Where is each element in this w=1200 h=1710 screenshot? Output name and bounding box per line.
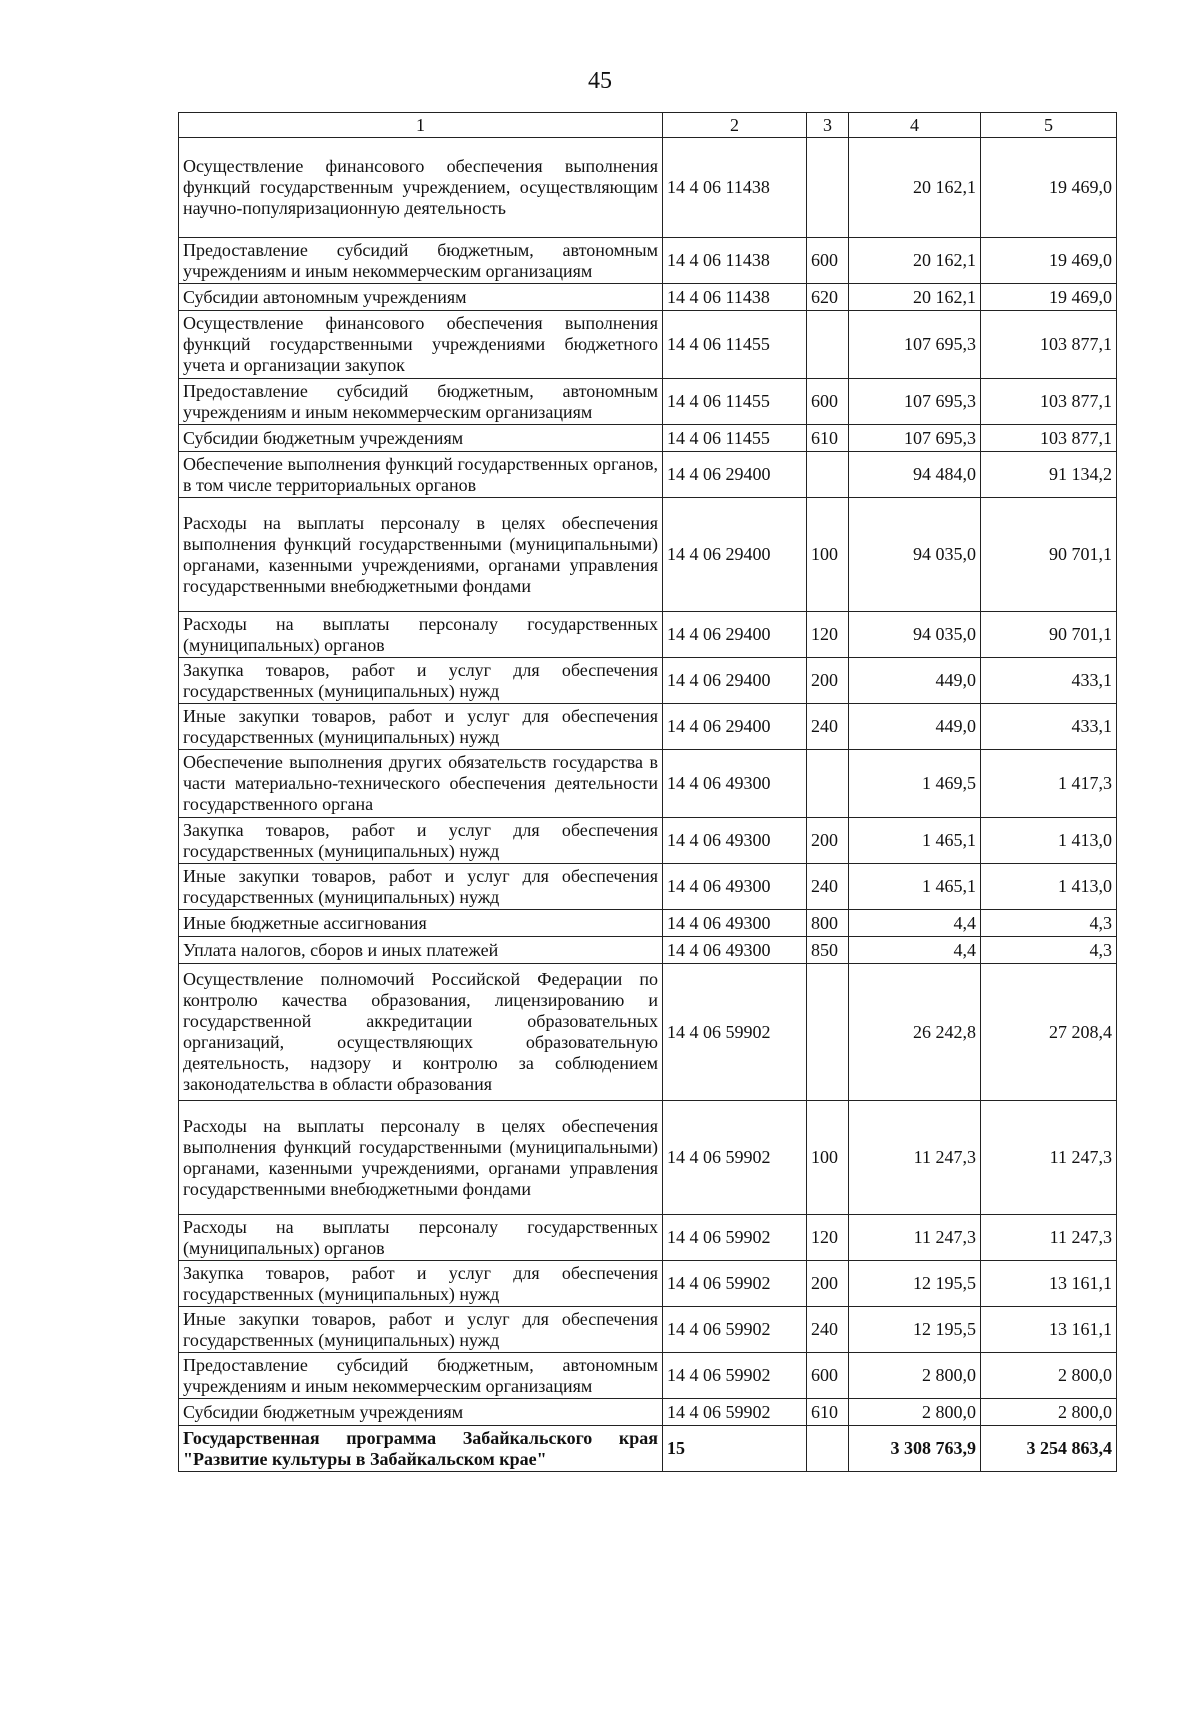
amount-col4-cell: 4,4 (849, 910, 981, 937)
expense-type-cell (807, 964, 849, 1101)
table-row (179, 612, 1117, 658)
table-row (179, 937, 1117, 964)
expense-name-cell: Государственная программа Забайкальского края "Развитие культуры в Забайкальском крае" (179, 1426, 663, 1472)
expense-name-cell: Субсидии автономным учреждениям (179, 284, 663, 311)
table-row (179, 379, 1117, 425)
table-row (179, 284, 1117, 311)
expense-name-cell: Закупка товаров, работ и услуг для обеспечения государственных (муниципальных) нужд (179, 1261, 663, 1307)
expense-type-cell: 600 (807, 238, 849, 284)
amount-col4-cell: 20 162,1 (849, 284, 981, 311)
target-article-code-cell: 14 4 06 29400 (663, 658, 807, 704)
expense-name-cell: Субсидии бюджетным учреждениям (179, 425, 663, 452)
amount-col5-cell: 3 254 863,4 (981, 1426, 1117, 1472)
header-col-1: 1 (179, 113, 663, 138)
expense-type-cell: 100 (807, 1101, 849, 1215)
expense-name-cell: Расходы на выплаты персоналу в целях обеспечения выполнения функций государственными (муниципальными) органами, казенными учреждениями, органами управления государственными внебюджетными фондами (179, 498, 663, 612)
amount-col5-cell: 2 800,0 (981, 1399, 1117, 1426)
expense-name-cell: Предоставление субсидий бюджетным, автономным учреждениям и иным некоммерческим организациям (179, 238, 663, 284)
amount-col5-cell: 91 134,2 (981, 452, 1117, 498)
header-col-2: 2 (663, 113, 807, 138)
table-row (179, 658, 1117, 704)
page-number: 45 (588, 68, 612, 94)
amount-col5-cell: 13 161,1 (981, 1261, 1117, 1307)
expense-type-cell (807, 311, 849, 379)
table-row (179, 425, 1117, 452)
amount-col4-cell: 449,0 (849, 658, 981, 704)
target-article-code-cell: 14 4 06 59902 (663, 1261, 807, 1307)
table-row (179, 1353, 1117, 1399)
header-col-5: 5 (981, 113, 1117, 138)
budget-table (178, 112, 1117, 1472)
table-row (179, 910, 1117, 937)
amount-col5-cell: 19 469,0 (981, 138, 1117, 238)
target-article-code-cell: 14 4 06 49300 (663, 937, 807, 964)
table-row (179, 1215, 1117, 1261)
amount-col4-cell: 12 195,5 (849, 1261, 981, 1307)
expense-name-cell: Расходы на выплаты персоналу государственных (муниципальных) органов (179, 1215, 663, 1261)
expense-name-cell: Осуществление полномочий Российской Федерации по контролю качества образования, лицензированию и государственной аккредитации образовательных организаций, осуществляющих образовательную деятельность, надзору и контролю за соблюдением законодательства в области образования (179, 964, 663, 1101)
expense-type-cell (807, 452, 849, 498)
amount-col5-cell: 11 247,3 (981, 1215, 1117, 1261)
expense-name-cell: Осуществление финансового обеспечения выполнения функций государственным учреждением, осуществляющим научно-популяризационную деятельность (179, 138, 663, 238)
amount-col5-cell: 19 469,0 (981, 284, 1117, 311)
table-row (179, 498, 1117, 612)
amount-col5-cell: 103 877,1 (981, 425, 1117, 452)
table-header (179, 113, 1117, 138)
table-row (179, 704, 1117, 750)
amount-col4-cell: 94 484,0 (849, 452, 981, 498)
amount-col5-cell: 90 701,1 (981, 612, 1117, 658)
expense-type-cell: 240 (807, 1307, 849, 1353)
expense-type-cell: 240 (807, 704, 849, 750)
target-article-code-cell: 14 4 06 11455 (663, 311, 807, 379)
target-article-code-cell: 14 4 06 29400 (663, 704, 807, 750)
target-article-code-cell: 14 4 06 49300 (663, 910, 807, 937)
amount-col4-cell: 20 162,1 (849, 238, 981, 284)
amount-col5-cell: 90 701,1 (981, 498, 1117, 612)
amount-col5-cell: 13 161,1 (981, 1307, 1117, 1353)
expense-name-cell: Иные закупки товаров, работ и услуг для обеспечения государственных (муниципальных) нужд (179, 1307, 663, 1353)
target-article-code-cell: 14 4 06 59902 (663, 1307, 807, 1353)
amount-col4-cell: 107 695,3 (849, 425, 981, 452)
target-article-code-cell: 14 4 06 11438 (663, 284, 807, 311)
expense-name-cell: Иные бюджетные ассигнования (179, 910, 663, 937)
target-article-code-cell: 14 4 06 11438 (663, 138, 807, 238)
amount-col5-cell: 1 413,0 (981, 818, 1117, 864)
amount-col5-cell: 103 877,1 (981, 311, 1117, 379)
amount-col5-cell: 433,1 (981, 658, 1117, 704)
expense-name-cell: Закупка товаров, работ и услуг для обеспечения государственных (муниципальных) нужд (179, 818, 663, 864)
amount-col4-cell: 107 695,3 (849, 311, 981, 379)
amount-col5-cell: 433,1 (981, 704, 1117, 750)
table-row (179, 1399, 1117, 1426)
amount-col5-cell: 2 800,0 (981, 1353, 1117, 1399)
header-col-4: 4 (849, 113, 981, 138)
table-row (179, 311, 1117, 379)
amount-col4-cell: 1 469,5 (849, 750, 981, 818)
expense-name-cell: Субсидии бюджетным учреждениям (179, 1399, 663, 1426)
header-col-3: 3 (807, 113, 849, 138)
table-row (179, 750, 1117, 818)
target-article-code-cell: 14 4 06 59902 (663, 1215, 807, 1261)
expense-type-cell: 600 (807, 379, 849, 425)
expense-type-cell: 200 (807, 1261, 849, 1307)
target-article-code-cell: 14 4 06 59902 (663, 1399, 807, 1426)
amount-col4-cell: 26 242,8 (849, 964, 981, 1101)
amount-col5-cell: 4,3 (981, 910, 1117, 937)
expense-type-cell: 200 (807, 658, 849, 704)
expense-type-cell (807, 1426, 849, 1472)
table-row (179, 1101, 1117, 1215)
expense-name-cell: Расходы на выплаты персоналу государственных (муниципальных) органов (179, 612, 663, 658)
expense-type-cell: 600 (807, 1353, 849, 1399)
amount-col4-cell: 2 800,0 (849, 1399, 981, 1426)
expense-type-cell: 850 (807, 937, 849, 964)
expense-name-cell: Предоставление субсидий бюджетным, автономным учреждениям и иным некоммерческим организациям (179, 379, 663, 425)
expense-type-cell (807, 138, 849, 238)
expense-name-cell: Обеспечение выполнения функций государственных органов, в том числе территориальных органов (179, 452, 663, 498)
table-row (179, 238, 1117, 284)
target-article-code-cell: 14 4 06 29400 (663, 498, 807, 612)
table-row (179, 452, 1117, 498)
amount-col4-cell: 3 308 763,9 (849, 1426, 981, 1472)
expense-type-cell: 120 (807, 1215, 849, 1261)
header-row (179, 113, 1117, 138)
amount-col4-cell: 94 035,0 (849, 612, 981, 658)
table-row (179, 1261, 1117, 1307)
amount-col4-cell: 449,0 (849, 704, 981, 750)
expense-type-cell: 200 (807, 818, 849, 864)
target-article-code-cell: 14 4 06 59902 (663, 964, 807, 1101)
amount-col4-cell: 107 695,3 (849, 379, 981, 425)
target-article-code-cell: 14 4 06 49300 (663, 864, 807, 910)
expense-name-cell: Обеспечение выполнения других обязательств государства в части материально-технического обеспечения деятельности государственного органа (179, 750, 663, 818)
table-row (179, 1426, 1117, 1472)
target-article-code-cell: 14 4 06 11455 (663, 379, 807, 425)
expense-type-cell: 100 (807, 498, 849, 612)
expense-type-cell (807, 750, 849, 818)
table-row (179, 818, 1117, 864)
amount-col4-cell: 1 465,1 (849, 818, 981, 864)
target-article-code-cell: 14 4 06 29400 (663, 612, 807, 658)
target-article-code-cell: 15 (663, 1426, 807, 1472)
amount-col4-cell: 12 195,5 (849, 1307, 981, 1353)
expense-name-cell: Расходы на выплаты персоналу в целях обеспечения выполнения функций государственными (муниципальными) органами, казенными учреждениями, органами управления государственными внебюджетными фондами (179, 1101, 663, 1215)
expense-name-cell: Иные закупки товаров, работ и услуг для обеспечения государственных (муниципальных) нужд (179, 864, 663, 910)
amount-col4-cell: 2 800,0 (849, 1353, 981, 1399)
amount-col5-cell: 1 417,3 (981, 750, 1117, 818)
amount-col5-cell: 1 413,0 (981, 864, 1117, 910)
target-article-code-cell: 14 4 06 49300 (663, 818, 807, 864)
target-article-code-cell: 14 4 06 29400 (663, 452, 807, 498)
table-row (179, 138, 1117, 238)
expense-name-cell: Закупка товаров, работ и услуг для обеспечения государственных (муниципальных) нужд (179, 658, 663, 704)
amount-col5-cell: 11 247,3 (981, 1101, 1117, 1215)
table-row (179, 864, 1117, 910)
table-row (179, 964, 1117, 1101)
expense-name-cell: Предоставление субсидий бюджетным, автономным учреждениям и иным некоммерческим организациям (179, 1353, 663, 1399)
table-row (179, 1307, 1117, 1353)
amount-col5-cell: 27 208,4 (981, 964, 1117, 1101)
expense-type-cell: 120 (807, 612, 849, 658)
amount-col5-cell: 103 877,1 (981, 379, 1117, 425)
target-article-code-cell: 14 4 06 49300 (663, 750, 807, 818)
amount-col5-cell: 19 469,0 (981, 238, 1117, 284)
amount-col4-cell: 4,4 (849, 937, 981, 964)
expense-type-cell: 800 (807, 910, 849, 937)
target-article-code-cell: 14 4 06 59902 (663, 1353, 807, 1399)
expense-type-cell: 610 (807, 1399, 849, 1426)
target-article-code-cell: 14 4 06 59902 (663, 1101, 807, 1215)
expense-type-cell: 610 (807, 425, 849, 452)
expense-name-cell: Иные закупки товаров, работ и услуг для обеспечения государственных (муниципальных) нужд (179, 704, 663, 750)
amount-col4-cell: 11 247,3 (849, 1101, 981, 1215)
expense-name-cell: Осуществление финансового обеспечения выполнения функций государственными учреждениями бюджетного учета и организации закупок (179, 311, 663, 379)
expense-type-cell: 240 (807, 864, 849, 910)
amount-col4-cell: 11 247,3 (849, 1215, 981, 1261)
amount-col4-cell: 20 162,1 (849, 138, 981, 238)
table-body (179, 138, 1117, 1472)
target-article-code-cell: 14 4 06 11455 (663, 425, 807, 452)
amount-col5-cell: 4,3 (981, 937, 1117, 964)
amount-col4-cell: 1 465,1 (849, 864, 981, 910)
amount-col4-cell: 94 035,0 (849, 498, 981, 612)
target-article-code-cell: 14 4 06 11438 (663, 238, 807, 284)
expense-name-cell: Уплата налогов, сборов и иных платежей (179, 937, 663, 964)
expense-type-cell: 620 (807, 284, 849, 311)
